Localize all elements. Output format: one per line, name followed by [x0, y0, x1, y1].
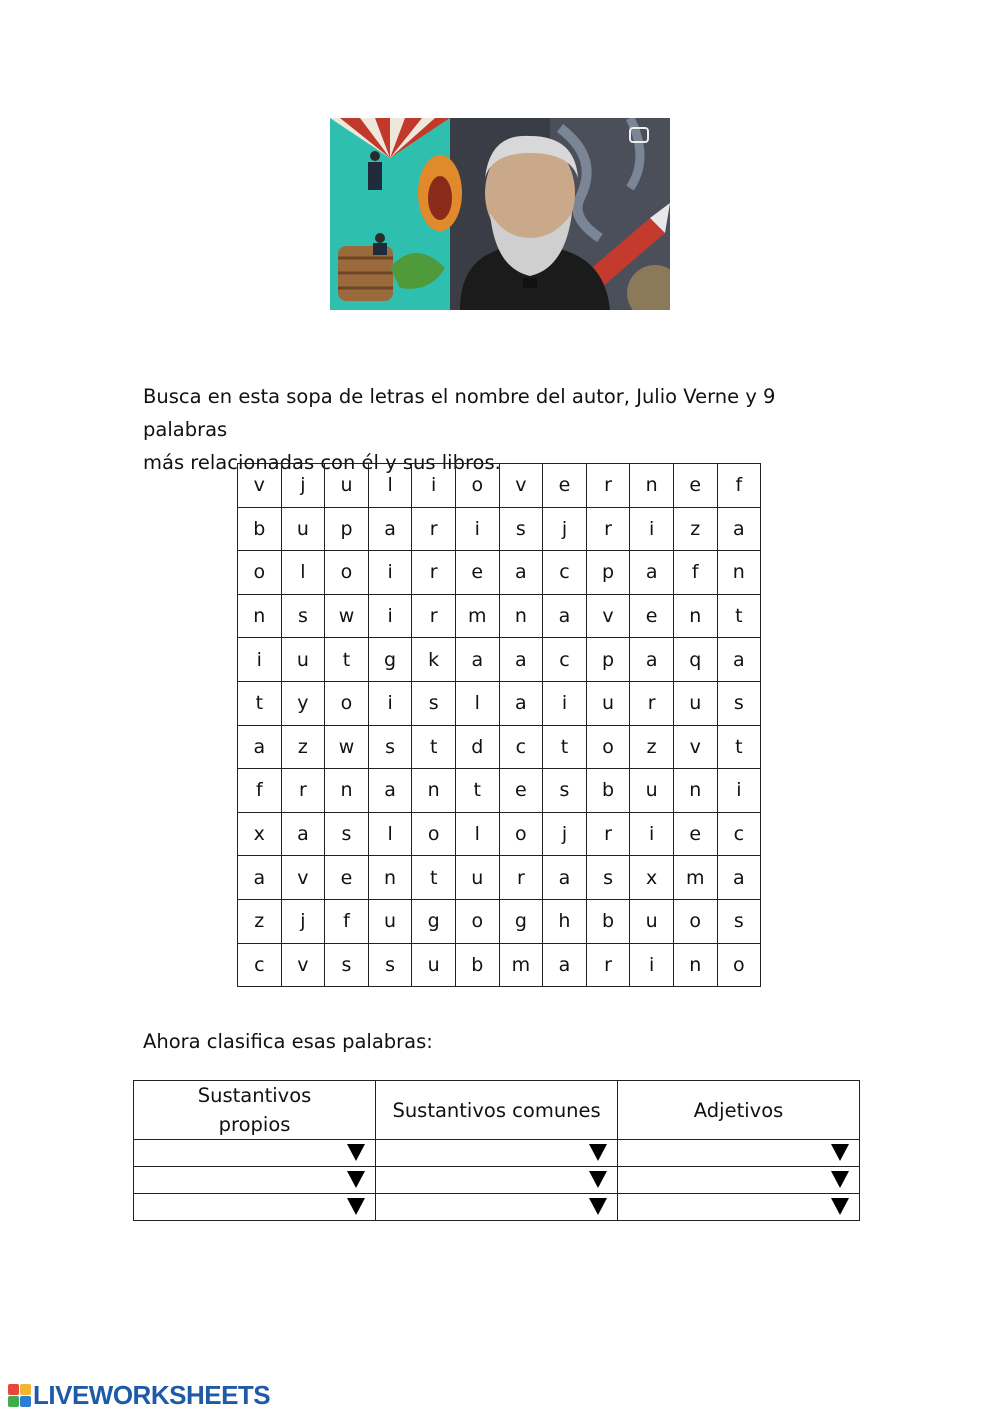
word-search-cell[interactable]: u: [281, 638, 325, 682]
instructions-line-2: más relacionadas con él y sus libros.: [143, 451, 501, 474]
header-common-nouns: Sustantivos comunes: [376, 1081, 618, 1140]
word-search-cell[interactable]: t: [717, 725, 761, 769]
logo-block: [20, 1384, 31, 1395]
word-search-row: [238, 812, 761, 856]
word-search-row: [238, 725, 761, 769]
word-search-cell[interactable]: v: [281, 856, 325, 900]
word-search-cell[interactable]: q: [673, 638, 717, 682]
word-search-cell[interactable]: e: [673, 464, 717, 508]
word-search-cell[interactable]: r: [586, 943, 630, 987]
word-search-cell[interactable]: f: [717, 464, 761, 508]
word-search-cell[interactable]: n: [238, 594, 282, 638]
word-search-cell[interactable]: f: [325, 899, 369, 943]
word-search-row: [238, 681, 761, 725]
word-search-cell[interactable]: o: [455, 899, 499, 943]
word-search-cell[interactable]: i: [455, 507, 499, 551]
dropdown-cell[interactable]: [376, 1194, 618, 1221]
dropdown-cell[interactable]: [134, 1140, 376, 1167]
dropdown-arrow-icon[interactable]: [347, 1144, 365, 1161]
word-search-cell[interactable]: a: [368, 769, 412, 813]
word-search-cell[interactable]: i: [238, 638, 282, 682]
word-search-cell[interactable]: v: [238, 464, 282, 508]
word-search-cell[interactable]: r: [630, 681, 674, 725]
dropdown-arrow-icon[interactable]: [589, 1171, 607, 1188]
word-search-cell[interactable]: t: [455, 769, 499, 813]
liveworksheets-logo: [8, 1381, 270, 1409]
word-search-cell[interactable]: r: [499, 856, 543, 900]
word-search-cell[interactable]: p: [325, 507, 369, 551]
word-search-cell[interactable]: u: [368, 899, 412, 943]
word-search-cell[interactable]: t: [238, 681, 282, 725]
word-search-cell[interactable]: t: [412, 725, 456, 769]
word-search-cell[interactable]: j: [543, 812, 587, 856]
word-search-cell[interactable]: c: [499, 725, 543, 769]
word-search-cell[interactable]: a: [368, 507, 412, 551]
word-search-cell[interactable]: i: [368, 551, 412, 595]
word-search-cell[interactable]: a: [499, 638, 543, 682]
word-search-cell[interactable]: l: [455, 812, 499, 856]
word-search-cell[interactable]: n: [368, 856, 412, 900]
word-search-cell[interactable]: c: [543, 638, 587, 682]
table-row: [134, 1140, 860, 1167]
word-search-cell[interactable]: e: [630, 594, 674, 638]
word-search-cell[interactable]: t: [325, 638, 369, 682]
word-search-cell[interactable]: w: [325, 594, 369, 638]
word-search-cell[interactable]: n: [630, 464, 674, 508]
word-search-cell[interactable]: u: [673, 681, 717, 725]
word-search-cell[interactable]: e: [673, 812, 717, 856]
word-search-row: [238, 507, 761, 551]
word-search-cell[interactable]: n: [412, 769, 456, 813]
word-search-cell[interactable]: a: [717, 856, 761, 900]
dropdown-cell[interactable]: [376, 1167, 618, 1194]
word-search-cell[interactable]: s: [717, 899, 761, 943]
word-search-cell[interactable]: r: [586, 507, 630, 551]
word-search-cell[interactable]: a: [717, 638, 761, 682]
word-search-cell[interactable]: u: [455, 856, 499, 900]
word-search-cell[interactable]: j: [543, 507, 587, 551]
word-search-cell[interactable]: v: [586, 594, 630, 638]
word-search-cell[interactable]: b: [586, 899, 630, 943]
classify-instructions: Ahora clasifica esas palabras:: [143, 1030, 433, 1053]
classification-table: [133, 1080, 860, 1221]
word-search-row: [238, 899, 761, 943]
word-search-row: [238, 943, 761, 987]
word-search-cell[interactable]: m: [673, 856, 717, 900]
word-search-cell[interactable]: n: [673, 594, 717, 638]
word-search-cell[interactable]: l: [368, 464, 412, 508]
word-search-cell[interactable]: i: [368, 594, 412, 638]
word-search-cell[interactable]: u: [325, 464, 369, 508]
word-search-cell[interactable]: o: [717, 943, 761, 987]
word-search-cell[interactable]: a: [630, 551, 674, 595]
word-search-cell[interactable]: j: [281, 899, 325, 943]
dropdown-arrow-icon[interactable]: [831, 1144, 849, 1161]
word-search-cell[interactable]: a: [238, 856, 282, 900]
word-search-cell[interactable]: o: [586, 725, 630, 769]
word-search-cell[interactable]: e: [499, 769, 543, 813]
dropdown-cell[interactable]: [618, 1140, 860, 1167]
word-search-cell[interactable]: a: [238, 725, 282, 769]
word-search-cell[interactable]: c: [543, 551, 587, 595]
word-search-cell[interactable]: s: [281, 594, 325, 638]
word-search-row: [238, 464, 761, 508]
word-search-cell[interactable]: u: [586, 681, 630, 725]
word-search-cell[interactable]: d: [455, 725, 499, 769]
word-search-cell[interactable]: p: [586, 551, 630, 595]
word-search-cell[interactable]: i: [630, 507, 674, 551]
word-search-cell[interactable]: b: [586, 769, 630, 813]
word-search-cell[interactable]: o: [325, 681, 369, 725]
word-search-cell[interactable]: u: [630, 769, 674, 813]
word-search-cell[interactable]: u: [412, 943, 456, 987]
word-search-cell[interactable]: n: [325, 769, 369, 813]
word-search-cell[interactable]: i: [717, 769, 761, 813]
word-search-cell[interactable]: m: [455, 594, 499, 638]
dropdown-arrow-icon[interactable]: [589, 1144, 607, 1161]
word-search-cell[interactable]: o: [238, 551, 282, 595]
word-search-cell[interactable]: v: [499, 464, 543, 508]
word-search-cell[interactable]: j: [281, 464, 325, 508]
word-search-cell[interactable]: s: [412, 681, 456, 725]
word-search-cell[interactable]: m: [499, 943, 543, 987]
word-search-cell[interactable]: t: [412, 856, 456, 900]
dropdown-cell[interactable]: [618, 1167, 860, 1194]
word-search-cell[interactable]: u: [281, 507, 325, 551]
word-search-cell[interactable]: n: [673, 943, 717, 987]
word-search-cell[interactable]: c: [717, 812, 761, 856]
word-search-cell[interactable]: a: [499, 681, 543, 725]
word-search-cell[interactable]: i: [368, 681, 412, 725]
dropdown-arrow-icon[interactable]: [347, 1198, 365, 1215]
word-search-cell[interactable]: e: [325, 856, 369, 900]
header-proper-nouns: [134, 1081, 376, 1140]
word-search-cell[interactable]: x: [238, 812, 282, 856]
jules-verne-collage-image: [330, 118, 670, 310]
word-search-cell[interactable]: r: [586, 812, 630, 856]
word-search-cell[interactable]: a: [543, 594, 587, 638]
word-search-row: [238, 769, 761, 813]
word-search-cell[interactable]: a: [630, 638, 674, 682]
word-search-cell[interactable]: s: [543, 769, 587, 813]
dropdown-cell[interactable]: [134, 1167, 376, 1194]
dropdown-cell[interactable]: [618, 1194, 860, 1221]
word-search-cell[interactable]: i: [630, 943, 674, 987]
word-search-cell[interactable]: s: [368, 943, 412, 987]
word-search-cell[interactable]: o: [455, 464, 499, 508]
header-adjectives: Adjetivos: [618, 1081, 860, 1140]
dropdown-cell[interactable]: [376, 1140, 618, 1167]
word-search-cell[interactable]: l: [368, 812, 412, 856]
word-search-cell[interactable]: b: [238, 507, 282, 551]
word-search-cell[interactable]: c: [238, 943, 282, 987]
word-search-cell[interactable]: y: [281, 681, 325, 725]
word-search-cell[interactable]: t: [543, 725, 587, 769]
word-search-cell[interactable]: b: [455, 943, 499, 987]
header-proper-nouns-line-2: propios: [218, 1113, 291, 1136]
logo-block: [20, 1396, 31, 1407]
word-search-cell[interactable]: z: [238, 899, 282, 943]
word-search-row: [238, 856, 761, 900]
logo-text: LIVEWORKSHEETS: [33, 1379, 271, 1410]
word-search-cell[interactable]: z: [673, 507, 717, 551]
dropdown-arrow-icon[interactable]: [347, 1171, 365, 1188]
word-search-cell[interactable]: a: [455, 638, 499, 682]
word-search-cell[interactable]: r: [412, 507, 456, 551]
word-search-row: [238, 594, 761, 638]
word-search-cell[interactable]: w: [325, 725, 369, 769]
word-search-cell[interactable]: r: [586, 464, 630, 508]
word-search-cell[interactable]: u: [630, 899, 674, 943]
word-search-cell[interactable]: a: [543, 943, 587, 987]
word-search-grid: [237, 463, 761, 987]
word-search-cell[interactable]: s: [325, 812, 369, 856]
word-search-cell[interactable]: o: [673, 899, 717, 943]
header-proper-nouns-line-1: Sustantivos: [197, 1084, 312, 1107]
word-search-cell[interactable]: z: [281, 725, 325, 769]
word-search-cell[interactable]: s: [325, 943, 369, 987]
word-search-cell[interactable]: s: [499, 507, 543, 551]
word-search-cell[interactable]: z: [630, 725, 674, 769]
word-search-cell[interactable]: s: [368, 725, 412, 769]
word-search-cell[interactable]: i: [543, 681, 587, 725]
word-search-cell[interactable]: i: [412, 464, 456, 508]
word-search-cell[interactable]: a: [281, 812, 325, 856]
word-search-cell[interactable]: n: [717, 551, 761, 595]
word-search-cell[interactable]: o: [325, 551, 369, 595]
word-search-cell[interactable]: n: [499, 594, 543, 638]
table-row: [134, 1194, 860, 1221]
word-search-cell[interactable]: n: [673, 769, 717, 813]
word-search-row: [238, 638, 761, 682]
word-search-cell[interactable]: s: [717, 681, 761, 725]
word-search-cell[interactable]: r: [412, 551, 456, 595]
word-search-cell[interactable]: e: [455, 551, 499, 595]
word-search-cell[interactable]: s: [586, 856, 630, 900]
word-search-cell[interactable]: l: [281, 551, 325, 595]
dropdown-arrow-icon[interactable]: [831, 1171, 849, 1188]
word-search-cell[interactable]: g: [368, 638, 412, 682]
dropdown-arrow-icon[interactable]: [589, 1198, 607, 1215]
word-search-row: [238, 551, 761, 595]
instructions-line-1: Busca en esta sopa de letras el nombre del autor, Julio Verne y 9 palabras: [143, 385, 776, 441]
word-search-cell[interactable]: g: [412, 899, 456, 943]
word-search-cell[interactable]: o: [499, 812, 543, 856]
logo-block: [8, 1396, 19, 1407]
word-search-cell[interactable]: o: [412, 812, 456, 856]
word-search-cell[interactable]: x: [630, 856, 674, 900]
table-row: [134, 1167, 860, 1194]
word-search-cell[interactable]: v: [281, 943, 325, 987]
logo-block: [8, 1384, 19, 1395]
word-search-cell[interactable]: r: [412, 594, 456, 638]
word-search-cell[interactable]: p: [586, 638, 630, 682]
dropdown-arrow-icon[interactable]: [831, 1198, 849, 1215]
dropdown-cell[interactable]: [134, 1194, 376, 1221]
word-search-cell[interactable]: v: [673, 725, 717, 769]
word-search-cell[interactable]: a: [543, 856, 587, 900]
word-search-cell[interactable]: a: [499, 551, 543, 595]
word-search-cell[interactable]: a: [717, 507, 761, 551]
word-search-cell[interactable]: g: [499, 899, 543, 943]
word-search-cell[interactable]: f: [673, 551, 717, 595]
word-search-cell[interactable]: k: [412, 638, 456, 682]
word-search-cell[interactable]: r: [281, 769, 325, 813]
word-search-cell[interactable]: f: [238, 769, 282, 813]
word-search-cell[interactable]: l: [455, 681, 499, 725]
logo-blocks-icon: [8, 1384, 31, 1407]
word-search-cell[interactable]: i: [630, 812, 674, 856]
word-search-cell[interactable]: e: [543, 464, 587, 508]
word-search-cell[interactable]: t: [717, 594, 761, 638]
word-search-cell[interactable]: h: [543, 899, 587, 943]
